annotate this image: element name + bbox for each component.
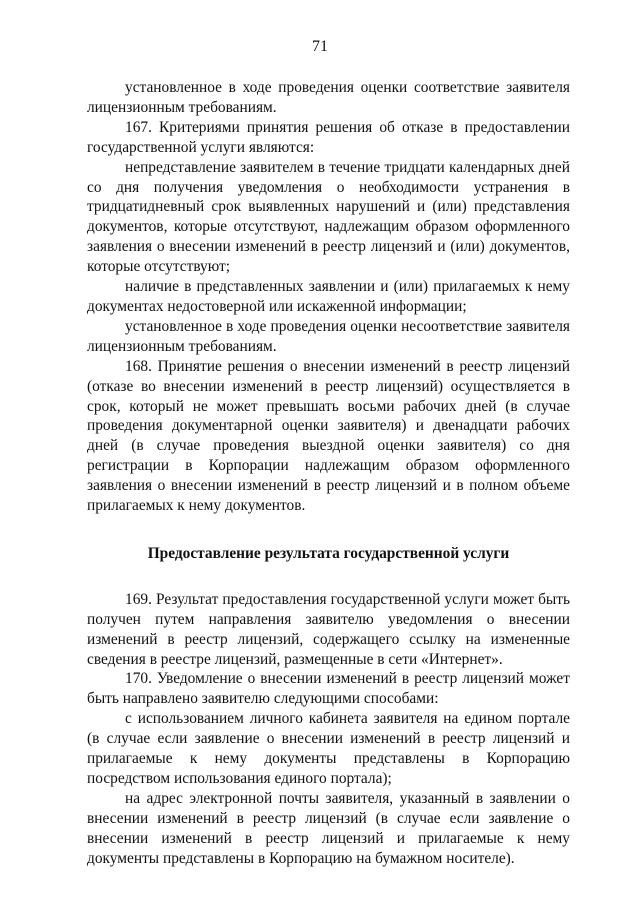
paragraph: 168. Принятие решения о внесении изменений в реестр лицензий (отказе во внесении изменений в реестр лицензий) осуществляется в срок, который не может превышать восьми рабочих дней (в случае проведения документарной оценки заявителя) и двенадцати рабочих дней (в случае проведения выездной оценки заявителя) со дня регистрации в Корпорации надлежащим образом оформленного заявления о внесении изменений в реестр лицензий и в полном объеме прилагаемых к нему документов. bbox=[87, 357, 570, 515]
paragraph: непредставление заявителем в течение тридцати календарных дней со дня получения уведомления о необходимости устранения в тридцатидневный срок выявленных нарушений и (или) представления документов, которые отсутствуют, надлежащим образом оформленного заявления о внесении изменений в реестр лицензий и (или) документов, которые отсутствуют; bbox=[87, 158, 570, 276]
paragraph: 170. Уведомление о внесении изменений в реестр лицензий может быть направлено заявителю следующими способами: bbox=[87, 670, 570, 708]
document-body bbox=[87, 78, 570, 869]
paragraph: установленное в ходе проведения оценки соответствие заявителя лицензионным требованиям. bbox=[87, 79, 570, 116]
paragraph: 169. Результат предоставления государственной услуги может быть получен путем направления заявителю уведомления о внесении изменений в реестр лицензий, содержащего ссылку на измененные сведения в реестре лицензий, размещенные в сети «Интернет». bbox=[87, 590, 570, 668]
paragraph: на адрес электронной почты заявителя, указанный в заявлении о внесении изменений в реестр лицензий (в случае если заявление о внесении изменений в реестр лицензий и прилагаемые к нему документы представлены в Корпорацию на бумажном носителе). bbox=[87, 789, 570, 867]
paragraph: 167. Критериями принятия решения об отказе в предоставлении государственной услуги являются: bbox=[87, 118, 570, 156]
paragraph: с использованием личного кабинета заявителя на едином портале (в случае если заявление о внесении изменений в реестр лицензий и прилагаемые к нему документы представлены в Корпорацию посредством использования единого портала); bbox=[87, 710, 570, 787]
page-number: 71 bbox=[312, 38, 328, 55]
paragraph: установленное в ходе проведения оценки несоответствие заявителя лицензионным требованиям. bbox=[87, 317, 570, 355]
section-heading: Предоставление результата государственной услуги bbox=[147, 544, 510, 562]
paragraph: наличие в представленных заявлении и (или) прилагаемых к нему документах недостоверной или искаженной информации; bbox=[87, 278, 570, 315]
